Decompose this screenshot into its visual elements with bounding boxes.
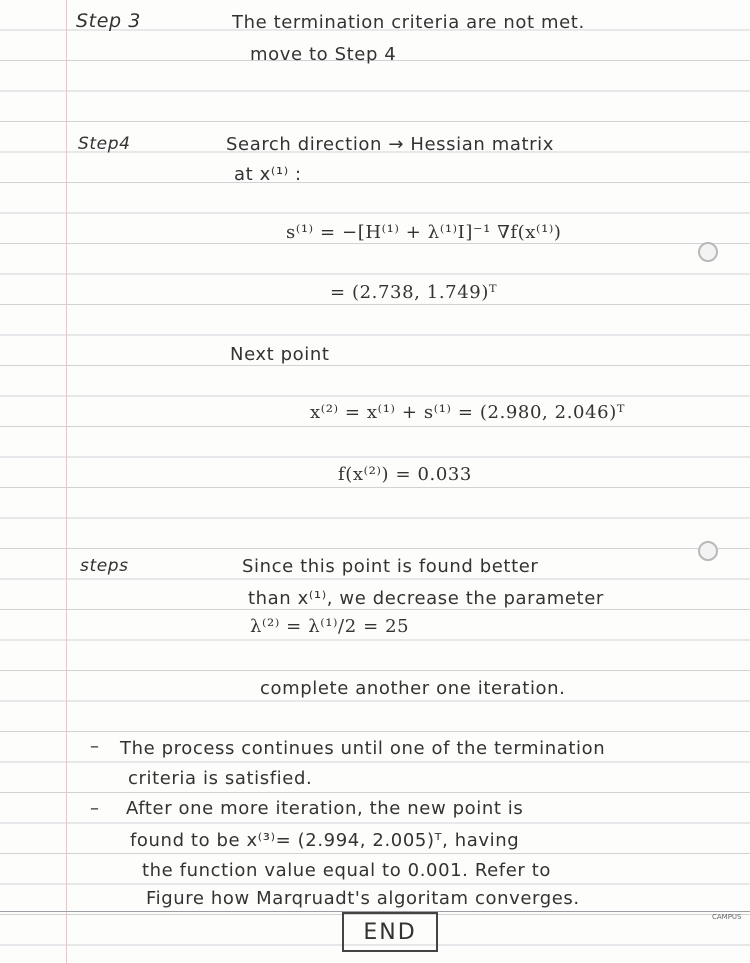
next-point-heading: Next point: [230, 344, 330, 365]
step5-label: steps: [80, 556, 129, 576]
note2-line-2: found to be x⁽³⁾= (2.994, 2.005)ᵀ, having: [130, 830, 520, 851]
note1-line-1: The process continues until one of the termination: [120, 738, 606, 759]
note2-line-4: Figure how Marqruadt's algoritam converges.: [146, 888, 580, 909]
step5-line-2: than x⁽¹⁾, we decrease the parameter: [248, 588, 604, 609]
note2-line-1: After one more iteration, the new point is: [126, 798, 524, 819]
step4-line-1: Search direction → Hessian matrix: [226, 134, 554, 155]
next-point-equation: x⁽²⁾ = x⁽¹⁾ + s⁽¹⁾ = (2.980, 2.046)ᵀ: [310, 402, 625, 423]
step4-label: Step4: [78, 134, 131, 154]
step3-line-2: move to Step 4: [250, 44, 397, 65]
note1-line-2: criteria is satisfied.: [128, 768, 313, 789]
step5-line-1: Since this point is found better: [242, 556, 539, 577]
step5-line-4: complete another one iteration.: [260, 678, 566, 699]
step3-line-1: The termination criteria are not met.: [232, 12, 585, 33]
note-dash: –: [90, 798, 100, 819]
margin-line: [66, 0, 67, 963]
function-value-equation: f(x⁽²⁾) = 0.033: [338, 464, 472, 485]
search-direction-value: = (2.738, 1.749)ᵀ: [330, 282, 498, 303]
parameter-update-equation: λ⁽²⁾ = λ⁽¹⁾/2 = 25: [250, 616, 410, 637]
note2-line-3: the function value equal to 0.001. Refer to: [142, 860, 552, 881]
notebook-brand-mark: CAMPUS: [712, 913, 742, 921]
binder-hole: [698, 242, 718, 262]
end-box: END: [342, 912, 438, 952]
note-dash: –: [90, 736, 100, 757]
binder-hole: [698, 541, 718, 561]
step4-line-2: at x⁽¹⁾ :: [234, 164, 302, 185]
search-direction-equation: s⁽¹⁾ = −[H⁽¹⁾ + λ⁽¹⁾I]⁻¹ ∇f(x⁽¹⁾): [286, 222, 562, 243]
step3-label: Step 3: [76, 10, 141, 32]
